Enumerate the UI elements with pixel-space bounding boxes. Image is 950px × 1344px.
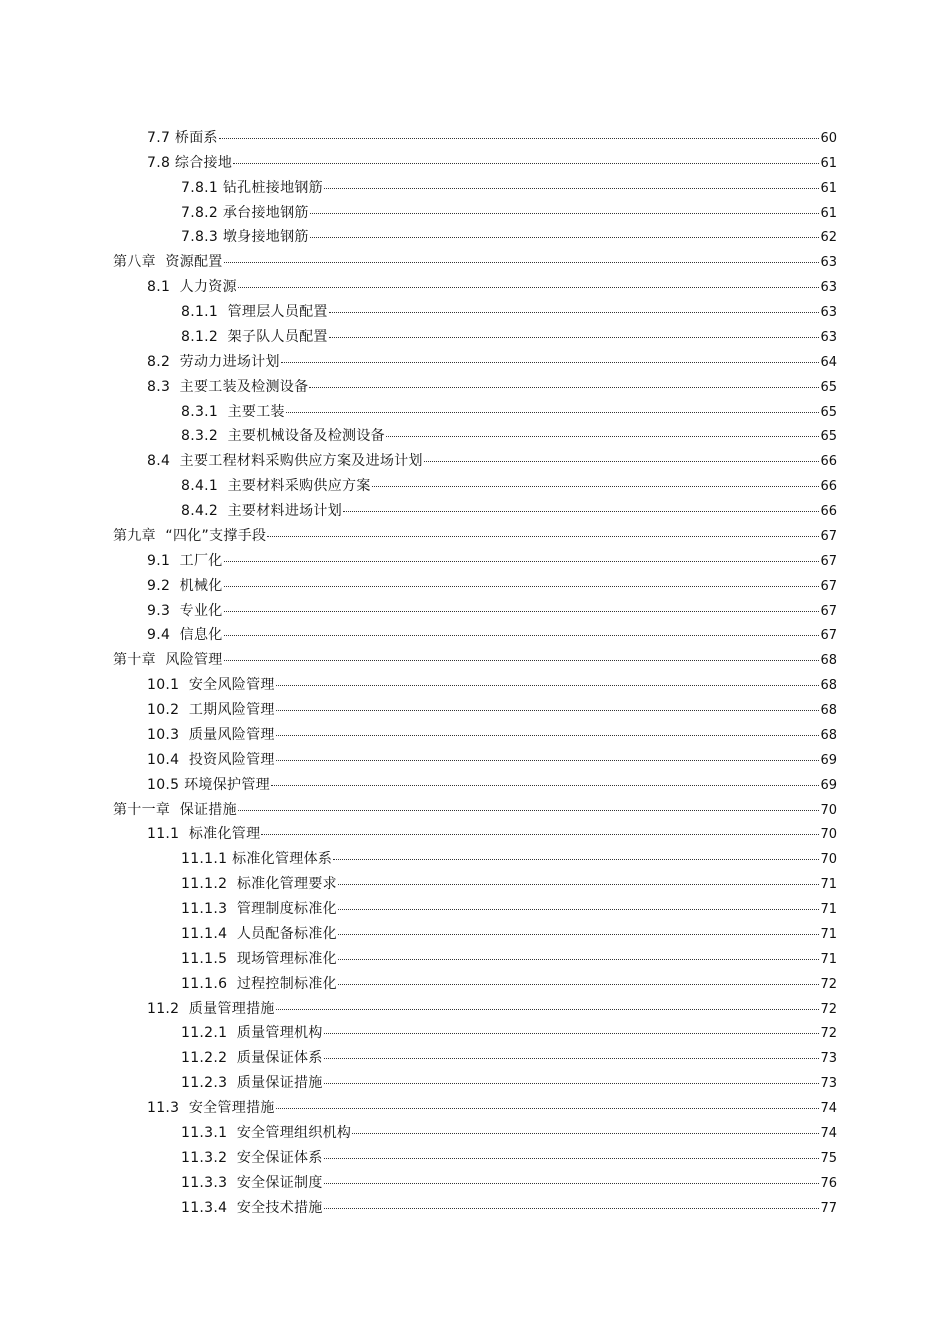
toc-entry-line: [181, 1047, 837, 1068]
dot-leader: [338, 945, 820, 960]
toc-entry-line: [181, 1147, 837, 1168]
toc-entry-line: [113, 649, 837, 670]
toc-entry[interactable]: [0, 150, 950, 175]
toc-entry[interactable]: [0, 822, 950, 847]
toc-entry-line: [147, 998, 837, 1019]
toc-entry[interactable]: [0, 846, 950, 871]
toc-entry[interactable]: [0, 1070, 950, 1095]
toc-entry-page-number: 63: [820, 280, 837, 296]
toc-entry[interactable]: [0, 498, 950, 523]
toc-entry-title: 8.1 人力资源: [147, 279, 237, 296]
dot-leader: [324, 1194, 820, 1209]
toc-entry-line: [181, 401, 837, 422]
toc-entry-page-number: 67: [820, 628, 837, 644]
dot-leader: [238, 796, 820, 811]
toc-entry[interactable]: [0, 772, 950, 797]
toc-entry[interactable]: [0, 200, 950, 225]
toc-entry-title: 10.2 工期风险管理: [147, 702, 275, 719]
toc-entry-page-number: 71: [820, 877, 837, 893]
dot-leader: [343, 497, 819, 512]
toc-entry-page-number: 61: [820, 205, 837, 221]
toc-entry[interactable]: [0, 225, 950, 250]
toc-entry-line: [147, 774, 837, 795]
toc-entry-line: [181, 948, 837, 969]
toc-entry[interactable]: [0, 971, 950, 996]
dot-leader: [352, 1119, 819, 1134]
toc-entry-page-number: 76: [820, 1175, 837, 1191]
dot-leader: [338, 895, 820, 910]
toc-entry-page-number: 70: [820, 827, 837, 843]
dot-leader: [224, 248, 820, 263]
toc-entry-page-number: 67: [820, 528, 837, 544]
dot-leader: [324, 1169, 820, 1184]
toc-entry-line: [147, 351, 837, 372]
toc-entry-title: 11.3.3 安全保证制度: [181, 1174, 323, 1191]
toc-entry-line: [181, 973, 837, 994]
toc-entry-title: 11.2.3 质量保证措施: [181, 1075, 323, 1092]
toc-entry-page-number: 63: [820, 329, 837, 345]
toc-entry-title: 7.8.2 承台接地钢筋: [181, 204, 309, 221]
dot-leader: [271, 771, 820, 786]
toc-entry[interactable]: [0, 448, 950, 473]
toc-entry-page-number: 72: [820, 1026, 837, 1042]
dot-leader: [333, 845, 819, 860]
toc-entry-page-number: 67: [820, 603, 837, 619]
dot-leader: [224, 572, 820, 587]
toc-entry-line: [147, 276, 837, 297]
toc-entry-line: [147, 550, 837, 571]
dot-leader: [286, 398, 820, 413]
toc-entry-title: 8.4.1 主要材料采购供应方案: [181, 478, 371, 495]
toc-entry-page-number: 67: [820, 578, 837, 594]
toc-entry-title: 11.1 标准化管理: [147, 826, 261, 843]
dot-leader: [233, 149, 819, 164]
toc-entry-page-number: 65: [820, 429, 837, 445]
toc-entry-title: 10.4 投资风险管理: [147, 751, 275, 768]
toc-entry-title: 9.1 工厂化: [147, 552, 223, 569]
toc-entry[interactable]: [0, 1120, 950, 1145]
toc-entry[interactable]: [0, 946, 950, 971]
toc-entry-line: [181, 1072, 837, 1093]
toc-entry[interactable]: [0, 349, 950, 374]
toc-entry-title: 10.1 安全风险管理: [147, 677, 275, 694]
toc-entry-title: 第十章 风险管理: [113, 652, 223, 669]
toc-entry-title: 第十一章 保证措施: [113, 801, 237, 818]
toc-entry-page-number: 69: [820, 777, 837, 793]
toc-entry-line: [147, 624, 837, 645]
toc-entry-page-number: 71: [820, 951, 837, 967]
toc-entry[interactable]: [0, 324, 950, 349]
toc-entry-line: [181, 923, 837, 944]
dot-leader: [281, 348, 820, 363]
toc-entry[interactable]: [0, 1195, 950, 1220]
toc-entry-page-number: 75: [820, 1150, 837, 1166]
toc-entry-page-number: 66: [820, 454, 837, 470]
toc-entry-page-number: 73: [820, 1051, 837, 1067]
toc-entry-page-number: 71: [820, 902, 837, 918]
toc-entry-line: [181, 202, 837, 223]
toc-entry-title: 11.1.3 管理制度标准化: [181, 901, 337, 918]
table-of-contents: [0, 125, 950, 1220]
toc-entry[interactable]: [0, 1021, 950, 1046]
toc-entry-line: [181, 1122, 837, 1143]
dot-leader: [276, 746, 820, 761]
toc-entry[interactable]: [0, 598, 950, 623]
toc-entry-line: [147, 376, 837, 397]
toc-entry-page-number: 72: [820, 976, 837, 992]
toc-entry-line: [147, 152, 837, 173]
toc-entry-page-number: 70: [820, 802, 837, 818]
toc-entry[interactable]: [0, 299, 950, 324]
dot-leader: [276, 696, 820, 711]
dot-leader: [386, 422, 820, 437]
toc-entry-line: [113, 251, 837, 272]
toc-entry-line: [181, 500, 837, 521]
toc-entry-title: 8.3.2 主要机械设备及检测设备: [181, 428, 385, 445]
toc-entry-page-number: 74: [820, 1101, 837, 1117]
toc-entry[interactable]: [0, 125, 950, 150]
toc-entry-page-number: 74: [820, 1125, 837, 1141]
toc-entry-title: 第八章 资源配置: [113, 254, 223, 271]
toc-entry[interactable]: [0, 274, 950, 299]
dot-leader: [310, 199, 820, 214]
toc-entry-title: 第九章 “四化”支撑手段: [113, 527, 267, 544]
dot-leader: [238, 273, 820, 288]
dot-leader: [372, 472, 820, 487]
toc-entry[interactable]: [0, 249, 950, 274]
dot-leader: [324, 1019, 820, 1034]
toc-entry-page-number: 68: [820, 703, 837, 719]
toc-entry-line: [147, 575, 837, 596]
dot-leader: [219, 124, 820, 139]
toc-entry-title: 7.8.1 钻孔桩接地钢筋: [181, 179, 323, 196]
toc-entry-page-number: 68: [820, 727, 837, 743]
toc-entry-line: [147, 127, 837, 148]
toc-entry-title: 11.3.4 安全技术措施: [181, 1199, 323, 1216]
dot-leader: [224, 597, 820, 612]
toc-entry-title: 11.3.2 安全保证体系: [181, 1149, 323, 1166]
toc-entry[interactable]: [0, 1145, 950, 1170]
toc-entry-title: 11.3 安全管理措施: [147, 1100, 275, 1117]
toc-entry[interactable]: [0, 424, 950, 449]
toc-entry-line: [113, 799, 837, 820]
dot-leader: [310, 223, 820, 238]
dot-leader: [276, 1094, 820, 1109]
toc-entry[interactable]: [0, 797, 950, 822]
toc-entry-line: [181, 425, 837, 446]
toc-entry-page-number: 68: [820, 653, 837, 669]
dot-leader: [267, 522, 819, 537]
toc-entry-title: 11.2.2 质量保证体系: [181, 1050, 323, 1067]
toc-entry-title: 7.7 桥面系: [147, 129, 218, 146]
toc-entry[interactable]: [0, 921, 950, 946]
toc-entry-line: [147, 674, 837, 695]
toc-entry-title: 11.1.5 现场管理标准化: [181, 950, 337, 967]
toc-entry[interactable]: [0, 647, 950, 672]
toc-entry-line: [147, 600, 837, 621]
toc-entry-page-number: 72: [820, 1001, 837, 1017]
toc-entry-title: 9.2 机械化: [147, 577, 223, 594]
toc-entry[interactable]: [0, 1045, 950, 1070]
toc-entry-page-number: 65: [820, 379, 837, 395]
toc-entry-page-number: 64: [820, 354, 837, 370]
dot-leader: [329, 298, 820, 313]
toc-entry-line: [181, 1022, 837, 1043]
dot-leader: [224, 547, 820, 562]
toc-entry-line: [181, 848, 837, 869]
toc-entry-line: [147, 450, 837, 471]
toc-entry-page-number: 66: [820, 479, 837, 495]
toc-entry[interactable]: [0, 747, 950, 772]
toc-entry[interactable]: [0, 175, 950, 200]
toc-entry[interactable]: [0, 871, 950, 896]
toc-entry-title: 10.3 质量风险管理: [147, 726, 275, 743]
toc-entry-line: [113, 525, 837, 546]
toc-entry-title: 7.8.3 墩身接地钢筋: [181, 229, 309, 246]
toc-entry-line: [181, 1172, 837, 1193]
dot-leader: [324, 1144, 820, 1159]
toc-entry[interactable]: [0, 573, 950, 598]
toc-entry[interactable]: [0, 896, 950, 921]
toc-entry[interactable]: [0, 473, 950, 498]
toc-entry-line: [181, 326, 837, 347]
toc-entry-page-number: 63: [820, 305, 837, 321]
toc-entry-line: [181, 1197, 837, 1218]
toc-entry-title: 11.3.1 安全管理组织机构: [181, 1124, 352, 1141]
toc-entry-title: 8.4.2 主要材料进场计划: [181, 503, 343, 520]
toc-entry-line: [181, 898, 837, 919]
toc-entry-page-number: 71: [820, 926, 837, 942]
toc-entry-title: 11.1.1 标准化管理体系: [181, 851, 333, 868]
toc-entry-title: 9.4 信息化: [147, 627, 223, 644]
toc-entry-page-number: 69: [820, 752, 837, 768]
toc-entry-title: 10.5 环境保护管理: [147, 776, 270, 793]
toc-entry-title: 8.1.1 管理层人员配置: [181, 304, 328, 321]
toc-entry[interactable]: [0, 623, 950, 648]
toc-entry-page-number: 68: [820, 678, 837, 694]
toc-entry-title: 8.1.2 架子队人员配置: [181, 328, 328, 345]
dot-leader: [224, 646, 820, 661]
dot-leader: [276, 995, 820, 1010]
toc-entry-page-number: 70: [820, 852, 837, 868]
toc-entry-title: 8.4 主要工程材料采购供应方案及进场计划: [147, 453, 423, 470]
dot-leader: [261, 820, 819, 835]
toc-entry-page-number: 66: [820, 504, 837, 520]
toc-entry-line: [181, 475, 837, 496]
toc-entry-page-number: 65: [820, 404, 837, 420]
toc-entry-line: [147, 699, 837, 720]
toc-entry-title: 9.3 专业化: [147, 602, 223, 619]
toc-entry[interactable]: [0, 672, 950, 697]
toc-entry-title: 8.3.1 主要工装: [181, 403, 285, 420]
toc-entry[interactable]: [0, 1170, 950, 1195]
toc-entry-page-number: 61: [820, 155, 837, 171]
toc-entry[interactable]: [0, 996, 950, 1021]
dot-leader: [338, 920, 820, 935]
dot-leader: [338, 970, 820, 985]
dot-leader: [224, 621, 820, 636]
toc-entry-title: 11.1.4 人员配备标准化: [181, 925, 337, 942]
toc-entry[interactable]: [0, 523, 950, 548]
dot-leader: [324, 174, 819, 189]
toc-entry-line: [181, 226, 837, 247]
toc-entry-title: 11.2 质量管理措施: [147, 1000, 275, 1017]
dot-leader: [329, 323, 820, 338]
toc-entry-page-number: 61: [820, 180, 837, 196]
toc-entry-title: 11.1.6 过程控制标准化: [181, 975, 337, 992]
toc-entry[interactable]: [0, 722, 950, 747]
toc-entry-title: 8.3 主要工装及检测设备: [147, 378, 309, 395]
toc-entry-page-number: 73: [820, 1076, 837, 1092]
toc-entry-line: [181, 301, 837, 322]
toc-entry[interactable]: [0, 399, 950, 424]
toc-entry-line: [181, 177, 837, 198]
dot-leader: [324, 1069, 820, 1084]
toc-entry-title: 11.2.1 质量管理机构: [181, 1025, 323, 1042]
toc-entry-page-number: 77: [820, 1200, 837, 1216]
dot-leader: [309, 373, 819, 388]
dot-leader: [276, 721, 820, 736]
toc-entry-line: [181, 873, 837, 894]
dot-leader: [338, 870, 820, 885]
toc-entry-title: 7.8 综合接地: [147, 154, 233, 171]
toc-entry[interactable]: [0, 548, 950, 573]
toc-entry[interactable]: [0, 697, 950, 722]
dot-leader: [324, 1044, 820, 1059]
toc-entry-title: 11.1.2 标准化管理要求: [181, 876, 337, 893]
toc-entry-line: [147, 823, 837, 844]
toc-entry-page-number: 62: [820, 230, 837, 246]
toc-entry-page-number: 60: [820, 130, 837, 146]
dot-leader: [276, 671, 820, 686]
toc-entry-line: [147, 1097, 837, 1118]
toc-entry-page-number: 67: [820, 553, 837, 569]
toc-entry-title: 8.2 劳动力进场计划: [147, 353, 280, 370]
toc-entry[interactable]: [0, 1095, 950, 1120]
toc-entry[interactable]: [0, 374, 950, 399]
toc-entry-line: [147, 724, 837, 745]
toc-entry-page-number: 63: [820, 255, 837, 271]
toc-entry-line: [147, 749, 837, 770]
dot-leader: [424, 447, 820, 462]
